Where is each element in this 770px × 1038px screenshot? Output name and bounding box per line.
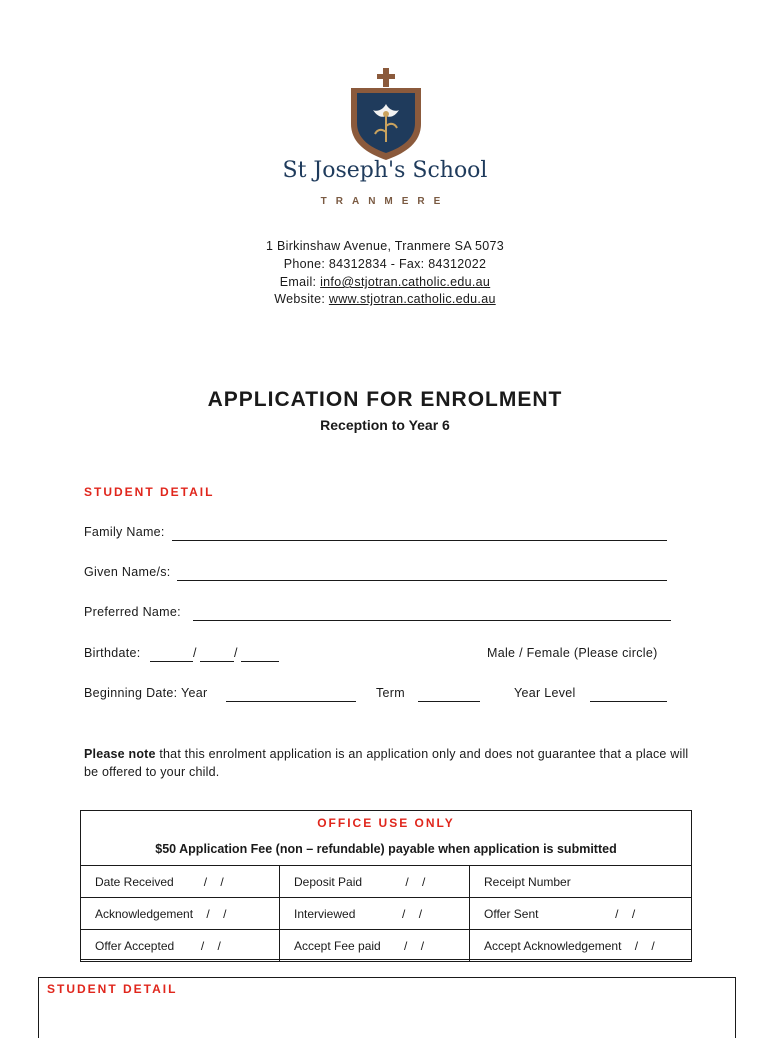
section-student-detail: STUDENT DETAIL <box>84 485 215 499</box>
enrolment-note <box>84 745 694 781</box>
birthdate-label: Birthdate: <box>84 646 141 660</box>
beginning-year-field[interactable] <box>226 687 356 702</box>
table-row <box>81 898 692 930</box>
office-use-table <box>80 865 692 962</box>
accept-fee-paid-cell: Accept Fee paid / / <box>280 930 470 962</box>
birthdate-slash-1: / <box>193 646 197 660</box>
preferred-name-label: Preferred Name: <box>84 605 181 619</box>
beginning-year-label: Beginning Date: Year <box>84 686 208 700</box>
term-field[interactable] <box>418 687 480 702</box>
deposit-paid-cell: Deposit Paid / / <box>280 866 470 898</box>
term-label: Term <box>376 686 405 700</box>
note-text: that this enrolment application is an application only and does not guarantee that a place will be offered to your child. <box>84 747 689 779</box>
table-row <box>81 866 692 898</box>
given-names-label: Given Name/s: <box>84 565 171 579</box>
address: 1 Birkinshaw Avenue, Tranmere SA 5073 <box>265 239 505 253</box>
birthdate-slash-2: / <box>234 646 238 660</box>
form-subtitle: Reception to Year 6 <box>320 417 450 433</box>
interviewed-cell: Interviewed / / <box>280 898 470 930</box>
phone-fax: Phone: 84312834 - Fax: 84312022 <box>283 257 487 271</box>
preferred-name-field[interactable] <box>193 606 671 621</box>
family-name-label: Family Name: <box>84 525 165 539</box>
school-name: St Joseph's School <box>282 158 488 183</box>
website-link[interactable]: www.stjotran.catholic.edu.au <box>328 292 496 306</box>
acknowledgement-cell: Acknowledgement / / <box>81 898 280 930</box>
website-label: Website: <box>274 292 329 306</box>
birthdate-year-field[interactable] <box>241 647 279 662</box>
year-level-field[interactable] <box>590 687 667 702</box>
accept-acknowledgement-cell: Accept Acknowledgement / / <box>470 930 692 962</box>
email-line <box>0 275 770 289</box>
application-fee-note: $50 Application Fee (non – refundable) payable when application is submitted <box>155 842 617 856</box>
email-label: Email: <box>279 275 321 289</box>
receipt-number-cell: Receipt Number <box>470 866 692 898</box>
email-link[interactable]: info@stjotran.catholic.edu.au <box>320 275 491 289</box>
note-bold: Please note <box>84 747 156 761</box>
school-crest-logo <box>345 66 427 160</box>
offer-accepted-cell: Offer Accepted / / <box>81 930 280 962</box>
table-row <box>81 930 692 962</box>
gender-option[interactable]: Male / Female (Please circle) <box>487 646 658 660</box>
date-received-cell: Date Received / / <box>81 866 280 898</box>
office-use-box <box>80 810 692 960</box>
year-level-label: Year Level <box>514 686 576 700</box>
form-title: APPLICATION FOR ENROLMENT <box>207 388 563 411</box>
family-name-field[interactable] <box>172 526 667 541</box>
website-line <box>0 292 770 306</box>
next-page-frame <box>38 977 736 1038</box>
offer-sent-cell: Offer Sent / / <box>470 898 692 930</box>
birthdate-month-field[interactable] <box>200 647 234 662</box>
school-location: TRANMERE <box>320 196 450 207</box>
footer-section-student-detail: STUDENT DETAIL <box>47 982 178 996</box>
office-use-heading: OFFICE USE ONLY <box>317 816 455 830</box>
birthdate-day-field[interactable] <box>150 647 193 662</box>
given-names-field[interactable] <box>177 566 667 581</box>
